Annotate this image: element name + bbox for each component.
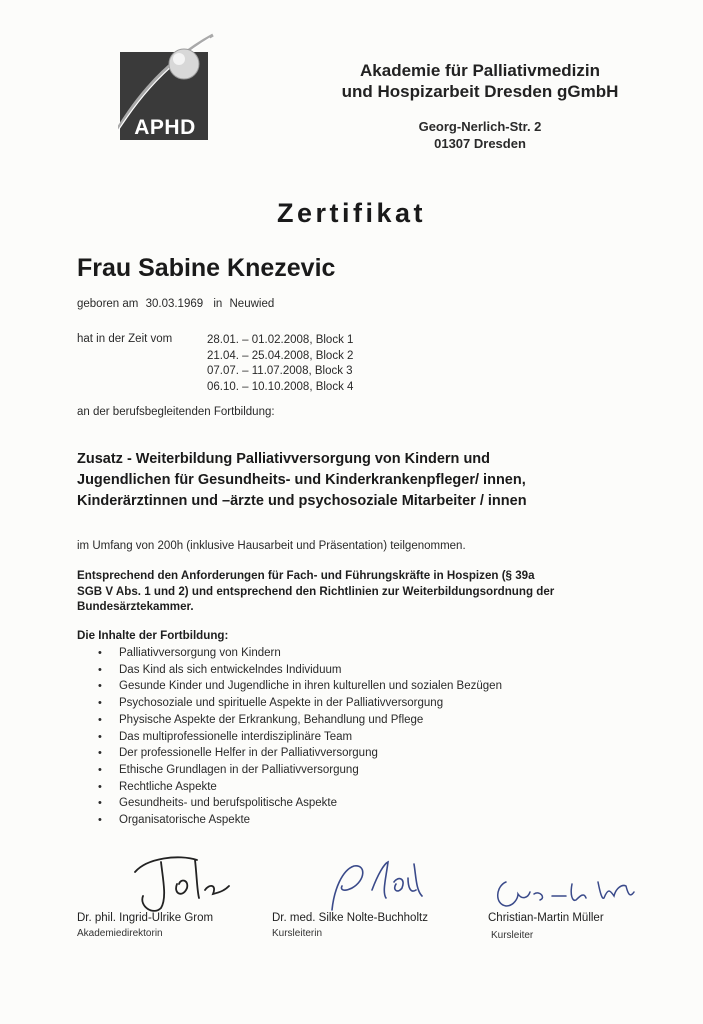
org-name-line-2: und Hospizarbeit Dresden gGmbH bbox=[341, 82, 619, 101]
birth-info bbox=[77, 298, 278, 310]
signatory-role: Akademiedirektorin bbox=[77, 928, 163, 939]
handwritten-signature-icon bbox=[302, 850, 442, 920]
signature-block-3 bbox=[488, 850, 678, 950]
course-title bbox=[77, 449, 637, 512]
signatory-name: Dr. phil. Ingrid-Ulrike Grom bbox=[77, 912, 214, 924]
requirements-line: SGB V Abs. 1 und 2) und entsprechend den Richtlinien zur Weiterbildungsordnung der bbox=[77, 584, 555, 598]
course-title-line: Jugendlichen für Gesundheits- und Kinderkrankenpfleger/ innen, bbox=[77, 472, 526, 488]
contents-heading: Die Inhalte der Fortbildung: bbox=[77, 629, 229, 642]
course-intro: an der berufsbegleitenden Fortbildung: bbox=[77, 406, 275, 418]
signature-block-1 bbox=[77, 850, 277, 950]
born-date: 30.03.1969 bbox=[145, 298, 204, 310]
list-item: • Rechtliche Aspekte bbox=[77, 779, 502, 796]
course-scope: im Umfang von 200h (inklusive Hausarbeit und Präsentation) teilgenommen. bbox=[77, 540, 466, 552]
list-item: • Ethische Grundlagen in der Palliativversorgung bbox=[77, 762, 502, 779]
list-item: • Physische Aspekte der Erkrankung, Behandlung und Pflege bbox=[77, 712, 502, 729]
org-name-line-1: Akademie für Palliativmedizin bbox=[360, 61, 600, 80]
recipient-name: Frau Sabine Knezevic bbox=[77, 254, 336, 282]
aphd-logo bbox=[118, 30, 218, 145]
document-title: Zertifikat bbox=[276, 198, 427, 228]
signatory-role: Kursleiterin bbox=[272, 928, 323, 939]
block-date: 21.04. – 25.04.2008, Block 2 bbox=[207, 349, 354, 362]
list-item: • Der professionelle Helfer in der Palliativversorgung bbox=[77, 745, 502, 762]
list-item: • Gesundheits- und berufspolitische Aspekte bbox=[77, 795, 502, 812]
block-date: 28.01. – 01.02.2008, Block 1 bbox=[207, 334, 354, 346]
list-item: • Das Kind als sich entwickelndes Individuum bbox=[77, 662, 502, 679]
contents-list bbox=[77, 645, 502, 829]
requirements-line: Entsprechend den Anforderungen für Fach- und Führungskräfte in Hospizen (§ 39a bbox=[77, 569, 535, 582]
born-label: geboren am bbox=[77, 298, 139, 310]
signature-block-2 bbox=[272, 850, 472, 950]
signatory-name: Christian-Martin Müller bbox=[488, 912, 604, 924]
block-date: 07.07. – 11.07.2008, Block 3 bbox=[207, 365, 353, 377]
organization-name bbox=[300, 60, 660, 102]
course-title-line: Kinderärztinnen und –ärzte und psychosoziale Mitarbeiter / innen bbox=[77, 493, 527, 509]
list-item: • Organisatorische Aspekte bbox=[77, 812, 502, 829]
organization-address bbox=[370, 118, 590, 152]
list-item: • Gesunde Kinder und Jugendliche in ihren kulturellen und sozialen Bezügen bbox=[77, 678, 502, 695]
block-dates bbox=[207, 333, 353, 395]
handwritten-signature-icon bbox=[117, 850, 247, 920]
born-place-label: in bbox=[213, 298, 223, 310]
requirements-line: Bundesärztekammer. bbox=[77, 600, 194, 613]
list-item: • Das multiprofessionelle interdisziplinäre Team bbox=[77, 729, 502, 746]
address-city: 01307 Dresden bbox=[434, 136, 526, 151]
course-title-line: Zusatz - Weiterbildung Palliativversorgung von Kindern und bbox=[77, 451, 491, 467]
born-place: Neuwied bbox=[229, 298, 275, 310]
period-label: hat in der Zeit vom bbox=[77, 333, 173, 345]
list-item: • Palliativversorgung von Kindern bbox=[77, 645, 502, 662]
logo-text: APHD bbox=[134, 116, 196, 139]
requirements-text bbox=[77, 568, 637, 615]
signatory-name: Dr. med. Silke Nolte-Buchholtz bbox=[272, 912, 428, 924]
list-item: • Psychosoziale und spirituelle Aspekte in der Palliativversorgung bbox=[77, 695, 502, 712]
signatory-role: Kursleiter bbox=[491, 930, 534, 941]
address-street: Georg-Nerlich-Str. 2 bbox=[418, 119, 542, 134]
block-date: 06.10. – 10.10.2008, Block 4 bbox=[207, 380, 354, 393]
